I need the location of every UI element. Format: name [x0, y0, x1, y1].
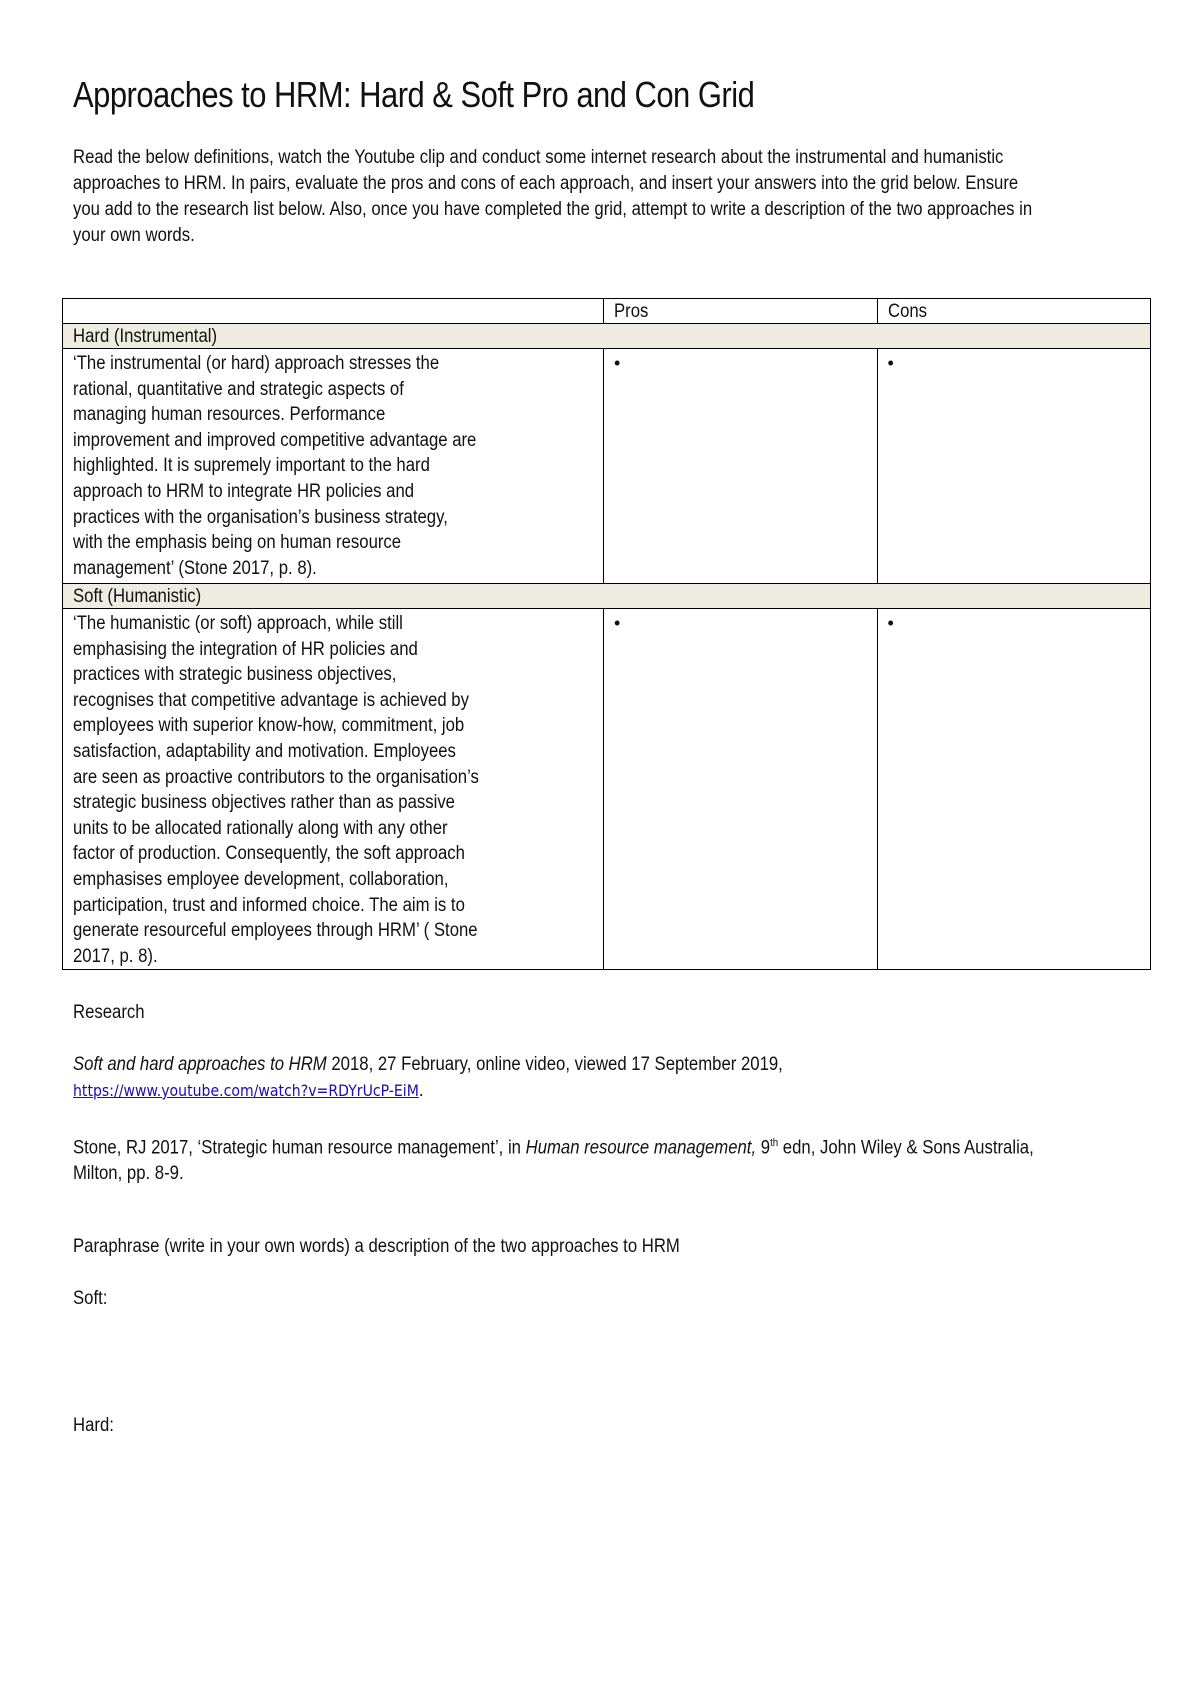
intro-line: approaches to HRM. In pairs, evaluate the pros and cons of each approach, and insert your answers into the grid below. Ensure: [73, 173, 1019, 194]
grid-row-soft: [63, 609, 1151, 970]
bullet-icon: •: [887, 353, 894, 373]
bullet-icon: •: [887, 613, 894, 633]
reference-book: Stone, RJ 2017, ‘Strategic human resource management’, in Human resource management, 9th edn, John Wiley & Sons Australia, Milton, pp. 8-9.: [73, 1137, 1034, 1185]
hard-heading: Hard (Instrumental): [63, 324, 1151, 349]
intro-line: Read the below definitions, watch the Youtube clip and conduct some internet research about the instrumental and humanistic: [73, 147, 1004, 168]
research-heading: Research: [73, 1002, 145, 1023]
soft-cons-cell[interactable]: [877, 609, 1150, 970]
soft-heading: Soft (Humanistic): [63, 584, 1151, 609]
page-title: Approaches to HRM: Hard & Soft Pro and Con Grid: [73, 74, 755, 115]
soft-label: Soft:: [73, 1288, 108, 1309]
video-title: Soft and hard approaches to HRM: [73, 1054, 327, 1075]
grid-section-soft: [63, 584, 1151, 609]
intro-paragraph: [73, 145, 1129, 249]
grid-header-row: [63, 299, 1151, 324]
hard-cons-cell[interactable]: [877, 349, 1150, 584]
soft-definition: ‘The humanistic (or soft) approach, while still emphasising the integration of HR policies and practices with strategic business objectives, recognises that competitive advantage is achieved by employees with superior know-how, commitment, job satisfaction, adaptability and motivation. Employees are seen as proactive contributors to the organisation’s strategic business objectives rather than as passive units to be allocated rationally along with any other factor of production. Consequently, the soft approach emphasises employee development, collaboration, participation, trust and informed choice. The aim is to generate resourceful employees through HRM’ ( Stone 2017, p. 8).: [73, 613, 479, 967]
grid-header-pros: Pros: [604, 299, 878, 324]
reference-video: Soft and hard approaches to HRM 2018, 27 February, online video, viewed 17 September 2019, https://www.youtube.com/watch?v=RDYrUcP-EiM.: [73, 1054, 783, 1101]
grid-section-hard: [63, 324, 1151, 349]
grid-header-cons: Cons: [877, 299, 1150, 324]
grid-row-hard: [63, 349, 1151, 584]
intro-line: your own words.: [73, 225, 195, 246]
bullet-icon: •: [614, 353, 621, 373]
grid-header-empty: [63, 299, 604, 324]
soft-definition-cell: [63, 609, 604, 970]
book-title: Human resource management,: [525, 1137, 757, 1159]
hard-definition: ‘The instrumental (or hard) approach stresses the rational, quantitative and strategic aspects of managing human resources. Performance improvement and improved competitive advantage are highlighted. It is supremely important to the hard approach to HRM to integrate HR policies and practices with the organisation’s business strategy, with the emphasis being on human resource management’ (Stone 2017, p. 8).: [73, 353, 477, 579]
soft-pros-cell[interactable]: [604, 609, 878, 970]
pros-cons-grid: [62, 298, 1151, 970]
intro-line: you add to the research list below. Also, once you have completed the grid, attempt to write a description of the two approaches in: [73, 199, 1033, 220]
hard-pros-cell[interactable]: [604, 349, 878, 584]
youtube-link[interactable]: https://www.youtube.com/watch?v=RDYrUcP-EiM: [73, 1081, 419, 1100]
paraphrase-instruction: Paraphrase (write in your own words) a description of the two approaches to HRM: [73, 1236, 680, 1257]
bullet-icon: •: [614, 613, 621, 633]
hard-label: Hard:: [73, 1415, 114, 1436]
hard-definition-cell: [63, 349, 604, 584]
